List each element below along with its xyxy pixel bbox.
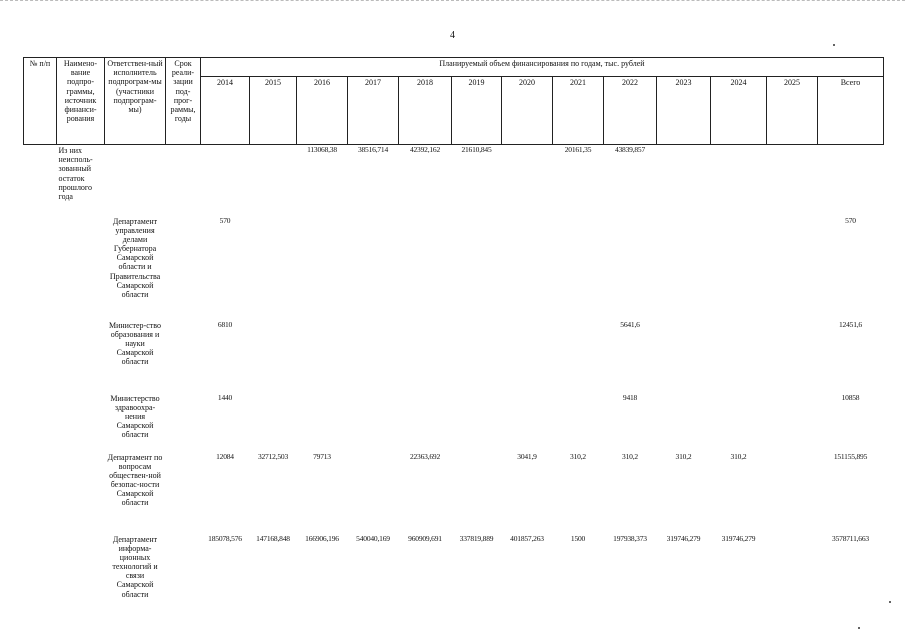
cell-2018: 42392,162 [409, 145, 441, 154]
row-source-name [57, 393, 105, 452]
cell-2018 [399, 216, 452, 320]
header-year-2025: 2025 [767, 77, 818, 145]
row-responsible: Министерство здравоохра-нения Самарской области [110, 393, 160, 440]
cell-2018 [399, 393, 452, 452]
cell-2019 [452, 320, 502, 393]
header-responsible: Ответствен-ный исполнитель подпрограм-мы (участники подпрограм-мы) [105, 58, 166, 145]
cell-2017 [348, 393, 399, 452]
cell-2022: 5641,6 [620, 319, 640, 329]
financing-table [23, 57, 884, 614]
cell-2015 [250, 216, 297, 320]
cell-2022 [604, 216, 657, 320]
cell-2020: 401857,263 [510, 533, 544, 543]
cell-2014: 6810 [217, 319, 233, 329]
cell-2024 [711, 145, 767, 216]
row-responsible: Министер-ство образования и науки Самарской области [109, 320, 161, 367]
cell-2016: 79713 [313, 451, 331, 461]
cell-2025 [767, 145, 818, 216]
cell-2020 [502, 393, 553, 452]
cell-2023: 319746,279 [666, 533, 701, 543]
cell-2017: 38516,714 [357, 145, 389, 154]
row-source-name [57, 452, 105, 534]
cell-2020 [502, 320, 553, 393]
cell-2021: 1500 [570, 533, 586, 543]
cell-2021: 20161,35 [564, 145, 592, 154]
cell-2021 [553, 393, 604, 452]
cell-2017: 540040,169 [356, 533, 390, 543]
cell-total [818, 145, 884, 216]
row-responsible: Департамент по вопросам обществен-ной безопас-ности Самарской области [107, 452, 163, 508]
cell-2015 [250, 145, 297, 216]
cell-2024 [711, 320, 767, 393]
cell-2018: 960909,691 [408, 533, 442, 543]
scan-speck [889, 601, 891, 603]
cell-2015: 32712,503 [257, 451, 289, 461]
cell-2022: 43839,857 [614, 145, 646, 154]
cell-2025 [767, 452, 818, 534]
cell-2021 [553, 216, 604, 320]
cell-2023: 310,2 [675, 451, 692, 461]
cell-2017 [348, 452, 399, 534]
row-source-name [57, 320, 105, 393]
cell-2025 [767, 320, 818, 393]
cell-2020 [502, 145, 553, 216]
page-top-edge [0, 0, 905, 1]
table-row [24, 320, 884, 393]
page-number: 4 [450, 30, 455, 41]
row-source-name [57, 216, 105, 320]
cell-2024 [711, 393, 767, 452]
cell-2016 [297, 320, 348, 393]
header-num: № п/п [24, 58, 57, 145]
header-year-2018: 2018 [399, 77, 452, 145]
cell-2021: 310,2 [570, 451, 586, 461]
cell-total: 10858 [841, 392, 860, 402]
cell-2023 [657, 145, 711, 216]
row-responsible: Департамент информа-ционных технологий и связи Самарской области [112, 534, 158, 599]
cell-2025 [767, 393, 818, 452]
table-row [24, 534, 884, 614]
header-year-2021: 2021 [553, 77, 604, 145]
cell-2016: 113068,38 [307, 145, 337, 154]
cell-2019: 337819,889 [459, 533, 494, 543]
cell-total: 151155,895 [833, 451, 868, 461]
cell-2018 [399, 320, 452, 393]
header-year-2024: 2024 [711, 77, 767, 145]
cell-2021 [553, 320, 604, 393]
cell-2017 [348, 320, 399, 393]
row-source-name [57, 534, 105, 614]
cell-2019 [452, 216, 502, 320]
cell-2014: 570 [219, 215, 231, 225]
header-year-2016: 2016 [297, 77, 348, 145]
cell-2025 [767, 534, 818, 614]
cell-2024 [711, 216, 767, 320]
cell-2015: 147168,848 [256, 533, 290, 543]
cell-2014: 1440 [217, 392, 233, 402]
header-year-2020: 2020 [502, 77, 553, 145]
cell-2022: 197938,373 [613, 533, 647, 543]
table-row [24, 216, 884, 320]
cell-2014: 185078,576 [208, 533, 242, 543]
row-source-name: Из них неисполь-зованный остаток прошлого года [58, 146, 93, 201]
cell-2016 [297, 393, 348, 452]
cell-total: 3578711,663 [832, 533, 869, 543]
cell-2016: 166906,196 [305, 533, 339, 543]
row-responsible: Департамент управления делами Губернатора Самарской области и Правительства Самарской области [109, 216, 161, 299]
header-year-2019: 2019 [452, 77, 502, 145]
scan-speck [858, 627, 860, 629]
cell-2016 [297, 216, 348, 320]
cell-total: 12451,6 [839, 319, 862, 329]
header-total: Всего [818, 77, 884, 145]
cell-2017 [348, 216, 399, 320]
header-term: Срок реали-зации под-прог-раммы, годы [166, 58, 201, 145]
header-year-2014: 2014 [201, 77, 250, 145]
cell-2019 [452, 393, 502, 452]
table-row [24, 452, 884, 534]
header-financing-group: Планируемый объем финансирования по годам, тыс. рублей [201, 58, 884, 77]
cell-2020 [502, 216, 553, 320]
cell-2025 [767, 216, 818, 320]
scan-speck [833, 44, 835, 46]
cell-2023 [657, 216, 711, 320]
cell-2023 [657, 393, 711, 452]
cell-2014: 12084 [216, 451, 234, 461]
cell-2019: 21610,845 [461, 145, 492, 154]
header-year-2023: 2023 [657, 77, 711, 145]
header-year-2017: 2017 [348, 77, 399, 145]
cell-2022: 310,2 [622, 451, 638, 461]
cell-2020: 3041,9 [517, 451, 537, 461]
cell-2019 [452, 452, 502, 534]
cell-2018: 22363,692 [409, 451, 441, 461]
cell-2024: 310,2 [730, 451, 747, 461]
cell-2023 [657, 320, 711, 393]
cell-2024: 319746,279 [721, 533, 756, 543]
cell-2022: 9418 [622, 392, 638, 402]
table-row [24, 393, 884, 452]
cell-2015 [250, 393, 297, 452]
header-year-2015: 2015 [250, 77, 297, 145]
cell-2015 [250, 320, 297, 393]
header-subprogram-name: Наимено-вание подпро-граммы, источник финанси-рования [57, 58, 105, 145]
header-year-2022: 2022 [604, 77, 657, 145]
cell-2014 [201, 145, 250, 216]
cell-total: 570 [845, 215, 856, 225]
row-responsible [105, 145, 166, 216]
table-row [24, 145, 884, 216]
